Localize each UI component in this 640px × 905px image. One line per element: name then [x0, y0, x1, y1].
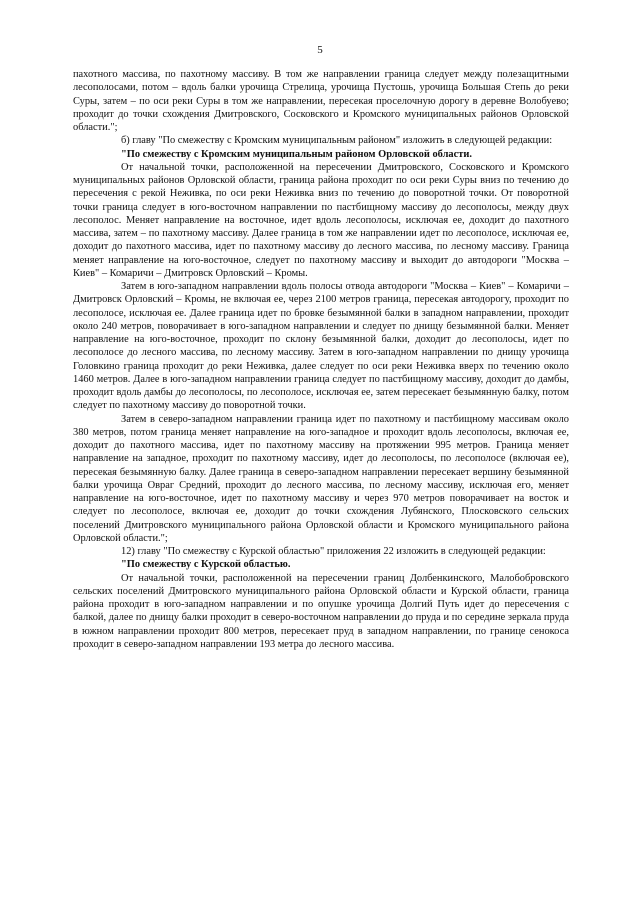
page-number: 5 [317, 44, 323, 56]
paragraph: Затем в юго-западном направлении вдоль полосы отвода автодороги "Москва – Киев" – Комаричи – Дмитровск Орловский – Кромы, не включая ее, через 2100 метров граница, пересекая автодорогу, проходит по лесополосе, исключая ее. Далее граница идет по бровке безымянной балки в западном направлении, проходит около 240 метров, поворачивает в юго-западном направлении и следует по днищу безымянной балки. Меняет направление на юго-восточное, проходит по склону безымянной балки, доходит до лесополосы, идет по лесополосе до лесного массива, по лесному массиву. Затем в юго-западном направлении по днищу урочища Головкино граница проходит до реки Неживка, далее следует по оси реки Неживка вверх по течению около 1460 метров. Далее в юго-западном направлении граница следует по пастбищному массиву, доходит до дамбы, проходит вдоль дамбы до лесополосы, по лесополосе, исключая ее, затем пересекает безымянную балку, потом следует по пахотному массиву до поворотной точки. [73, 281, 569, 412]
paragraph-continuation: пахотного массива, по пахотному массиву. В том же направлении граница следует между полезащитными лесополосами, потом – вдоль балки урочища Стрелица, урочища Пустошь, урочища Большая Степь до реки Суры, затем – по оси реки Суры в том же направлении, пересекая проселочную дорогу в деревне Волобуево; проходит до точки схождения Дмитровского, Сосковского и Кромского муниципальных районов Орловской области."; [73, 69, 569, 133]
document-body [73, 68, 569, 651]
paragraph: От начальной точки, расположенной на пересечении границ Долбенкинского, Малобобровского сельских поселений Дмитровского муниципального района Орловской области и Курской области, граница района проходит в юго-западном направлении и по опушке урочища Долгий Путь идет до пересечения с балкой, далее по днищу балки проходит в северо-восточном направлении до пруда и по середине зеркала пруда в южном направлении проходит 800 метров, пересекает пруд в западном направлении, по границе сенокоса проходит в северо-западном направлении 193 метра до лесного массива. [73, 572, 569, 650]
section-heading-kursk: "По смежеству с Курской областью. [121, 559, 291, 571]
paragraph: Затем в северо-западном направлении граница идет по пахотному и пастбищному массивам около 380 метров, потом граница меняет направление на юго-западное и проходит вдоль лесополосы, включая ее, доходит до пахотного массива, идет по пахотному массиву на протяжении 995 метров. Граница меняет направление на западное, проходит по пахотному массиву, идет до лесополосы, по лесополосе (включая ее), пересекая безымянную балку. Далее граница в северо-западном направлении пересекает вершину безымянной балки урочища Овраг Средний, проходит до лесного массива, по лесному массиву, исключая его, меняет направление на юго-восточное, идет по пахотному массиву и через 970 метров поворачивает на восток и следует по лесополосе, включая ее, доходит до точки схождения Лубянского, Плосковского сельских поселений Дмитровского муниципального района Орловской области и Кромского муниципального района Орловской области."; [73, 413, 569, 544]
section-heading-kromskoy: "По смежеству с Кромским муниципальным районом Орловской области. [121, 148, 472, 160]
paragraph-item-12: 12) главу "По смежеству с Курской областью" приложения 22 изложить в следующей редакции: [121, 546, 546, 557]
paragraph-item-b: б) главу "По смежеству с Кромским муниципальным районом" изложить в следующей редакции: [121, 135, 553, 147]
paragraph: От начальной точки, расположенной на пересечении Дмитровского, Сосковского и Кромского муниципальных районов Орловской области, граница района проходит по оси реки Суры вниз по течению до пересечения с рекой Неживка, по оси реки Неживка вниз по течению до поворотной точки. От поворотной точки граница следует в юго-восточном направлении по пастбищному массиву до лесополосы, между двух лесополос. Меняет направление на восточное, идет вдоль лесополосы, исключая ее, доходит до пахотного массива, затем – по пахотному массиву. Далее граница в том же направлении идет по лесополосе, исключая ее, доходит до пахотного массива, идет по пахотному массиву до лесного массива, по лесному массиву. Граница меняет направление на юго-восточное, следует по пахотному массиву и выходит до автодороги "Москва – Киев" – Комаричи – Дмитровск Орловский – Кромы. [73, 161, 569, 279]
